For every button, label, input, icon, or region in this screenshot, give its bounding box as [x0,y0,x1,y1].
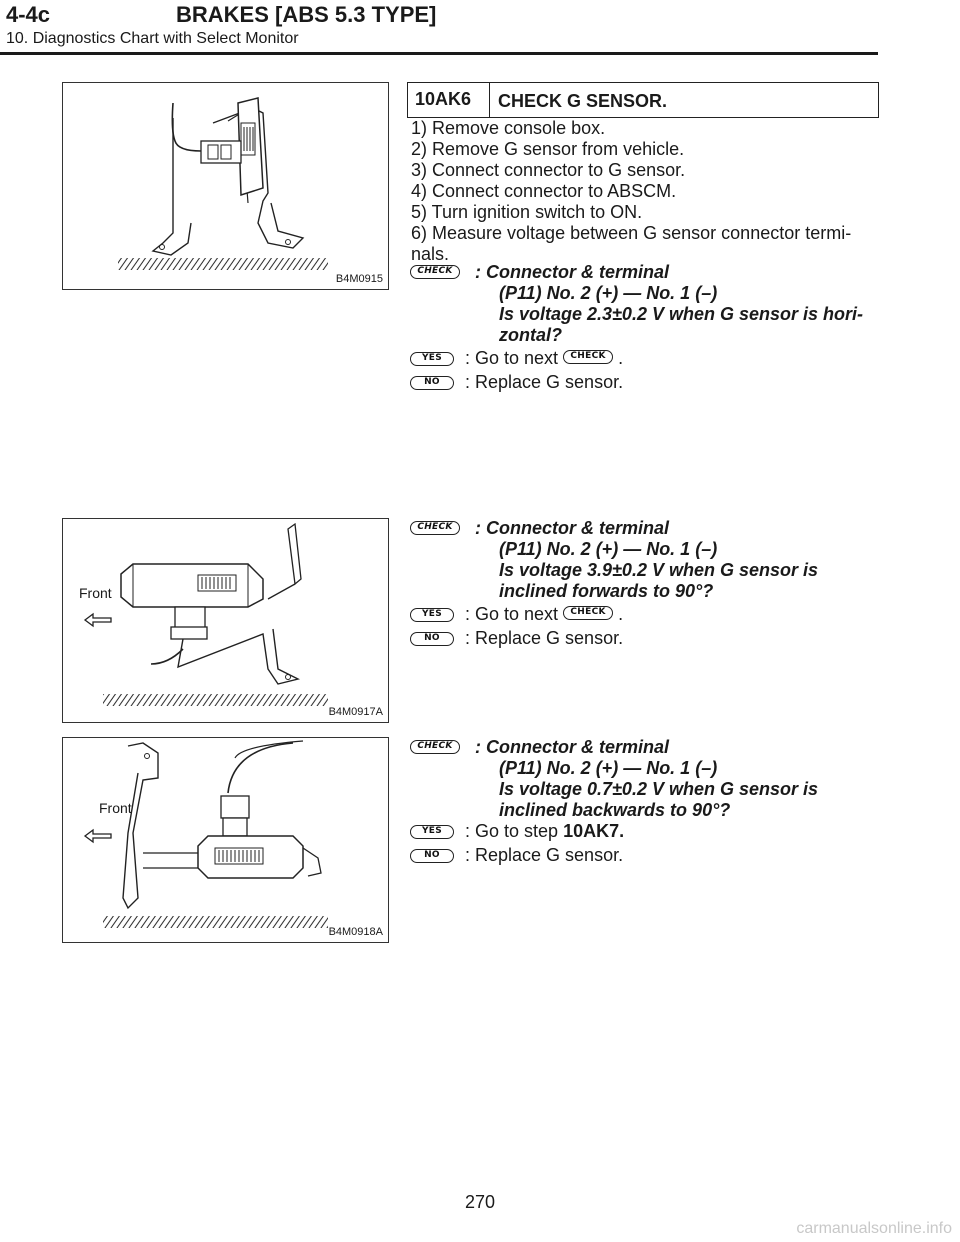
figure-g-sensor-forward [62,518,389,723]
instruction-item: 5) Turn ignition switch to ON. [411,202,643,222]
instruction-item: 1) Remove console box. [411,118,606,138]
no-icon: NO [410,632,454,646]
instruction-item: 4) Connect connector to ABSCM. [411,181,677,201]
check-line: Is voltage 0.7±0.2 V when G sensor is [499,779,819,799]
check-line: Is voltage 2.3±0.2 V when G sensor is hori- [499,304,863,324]
page-title: BRAKES [ABS 5.3 TYPE] [176,2,437,27]
check-line: : Connector & terminal [475,518,670,538]
check-line: : Connector & terminal [475,737,670,757]
check-line: inclined backwards to 90°? [499,800,731,820]
answer-text: : Replace G sensor. [465,372,624,392]
next-step-ref: 10AK7. [563,821,625,841]
instruction-item: 6) Measure voltage between G sensor connector termi- [411,223,852,243]
step-header [407,82,879,118]
check-line: (P11) No. 2 (+) — No. 1 (–) [499,283,718,303]
answer-text: : Go to next [465,604,559,624]
instruction-item: 3) Connect connector to G sensor. [411,160,686,180]
figure-code: B4M0917A [328,706,383,718]
front-label: Front [79,585,112,601]
yes-icon: YES [410,608,454,622]
check-line: (P11) No. 2 (+) — No. 1 (–) [499,758,718,778]
yes-icon: YES [410,825,454,839]
answer-text: : Go to step [465,821,559,841]
instruction-list [411,118,877,265]
yes-icon: YES [410,352,454,366]
check-line: : Connector & terminal [475,262,670,282]
check-line: (P11) No. 2 (+) — No. 1 (–) [499,539,718,559]
answer-end: . [618,604,624,624]
check-icon: CHECK [410,265,460,279]
instruction-item: nals. [411,244,450,264]
section-number: 4-4c [6,2,51,27]
g-sensor-horizontal-illustration [63,83,388,289]
figure-g-sensor-backward [62,737,389,943]
header-rule [0,52,878,55]
watermark: carmanualsonline.info [796,1220,952,1237]
check-icon: CHECK [563,350,613,364]
answer-text: : Go to next [465,348,559,368]
front-label: Front [99,800,132,816]
answer-text: : Replace G sensor. [465,628,624,648]
check-line: zontal? [499,325,562,345]
check-icon: CHECK [410,740,460,754]
step-title: CHECK G SENSOR. [498,91,668,111]
answer-end: . [618,348,624,368]
check-icon: CHECK [410,521,460,535]
figure-code: B4M0915 [335,273,383,285]
step-id: 10AK6 [408,83,490,117]
section-subtitle: 10. Diagnostics Chart with Select Monitor [6,30,299,47]
check-icon: CHECK [563,606,613,620]
g-sensor-backward-illustration [63,738,388,942]
answer-text: : Replace G sensor. [465,845,624,865]
figure-code: B4M0918A [328,926,383,938]
no-icon: NO [410,376,454,390]
g-sensor-forward-illustration [63,519,388,722]
no-icon: NO [410,849,454,863]
instruction-item: 2) Remove G sensor from vehicle. [411,139,685,159]
check-line: inclined forwards to 90°? [499,581,714,601]
figure-g-sensor-horizontal [62,82,389,290]
check-line: Is voltage 3.9±0.2 V when G sensor is [499,560,819,580]
page-number: 270 [464,1192,496,1212]
